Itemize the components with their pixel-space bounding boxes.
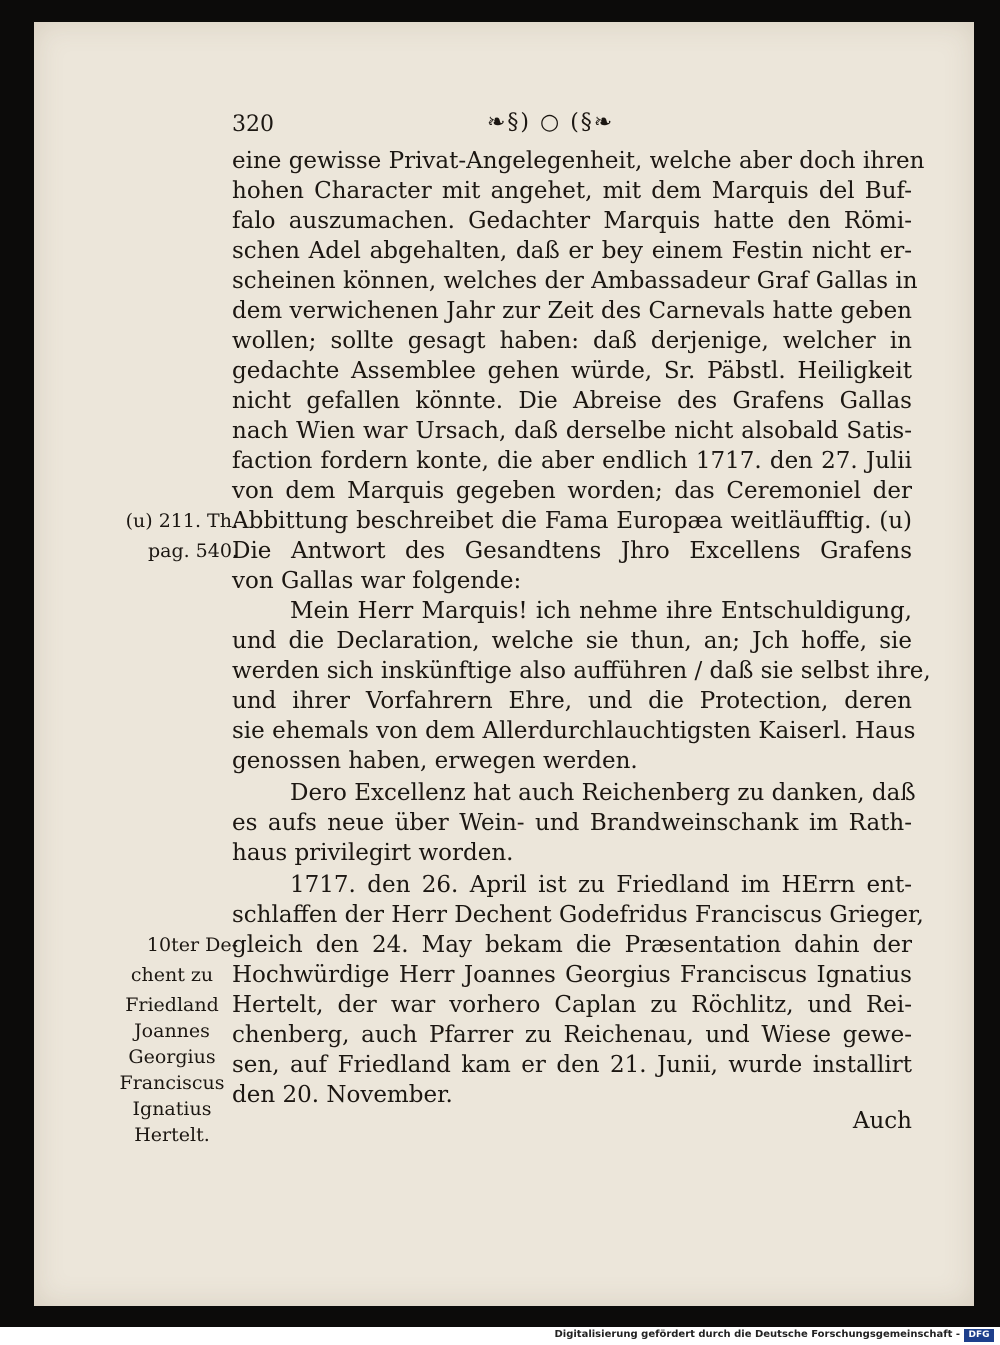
text-line: und ihrer Vorfahrern Ehre, und die Protection, deren — [232, 688, 912, 714]
page-header — [232, 110, 912, 140]
text-line: Abbittung beschreibet die Fama Europæa weitläufftig. (u) — [232, 508, 912, 534]
text-line: sen, auf Friedland kam er den 21. Junii, wurde installirt — [232, 1052, 912, 1078]
footer-bar — [0, 1327, 1000, 1345]
text-line: hohen Character mit angehet, mit dem Marquis del Buf- — [232, 178, 912, 204]
margin-note: Ignatius — [132, 1098, 212, 1120]
margin-note: Hertelt. — [134, 1124, 210, 1146]
text-line: schen Adel abgehalten, daß er bey einem Festin nicht er- — [232, 238, 912, 264]
text-line: nicht gefallen könnte. Die Abreise des Grafens Gallas — [232, 388, 912, 414]
text-line: falo auszumachen. Gedachter Marquis hatte den Römi- — [232, 208, 912, 234]
text-line: scheinen können, welches der Ambassadeur Graf Gallas in — [232, 268, 918, 294]
margin-note: Georgius — [128, 1046, 216, 1068]
text-line: faction fordern konte, die aber endlich 1717. den 27. Julii — [232, 448, 912, 474]
text-line: den 20. November. — [232, 1082, 453, 1108]
text-line: chenberg, auch Pfarrer zu Reichenau, und Wiese gewe- — [232, 1022, 912, 1048]
text-line: und die Declaration, welche sie thun, an; Jch hoffe, sie — [232, 628, 912, 654]
text-line: Hertelt, der war vorhero Caplan zu Röchlitz, und Rei- — [232, 992, 912, 1018]
text-line: haus privilegirt worden. — [232, 840, 514, 866]
text-line: eine gewisse Privat-Angelegenheit, welche aber doch ihren — [232, 148, 925, 174]
dfg-logo: DFG — [964, 1329, 994, 1342]
text-line: Dero Excellenz hat auch Reichenberg zu danken, daß — [290, 780, 916, 806]
text-line: gedachte Assemblee gehen würde, Sr. Päbstl. Heiligkeit — [232, 358, 912, 384]
text-line: es aufs neue über Wein- und Brandweinschank im Rath- — [232, 810, 912, 836]
text-line: gleich den 24. May bekam die Præsentation dahin der — [232, 932, 912, 958]
margin-footnote: pag. 540. — [147, 540, 238, 562]
book-page — [34, 22, 974, 1306]
margin-note: Friedland — [125, 994, 219, 1016]
text-line: Mein Herr Marquis! ich nehme ihre Entschuldigung, — [290, 598, 912, 624]
margin-footnote: (u) 211. Th. — [125, 510, 238, 532]
margin-note: Joannes — [134, 1020, 210, 1042]
text-line: Hochwürdige Herr Joannes Georgius Franciscus Ignatius — [232, 962, 912, 988]
funding-notice: Digitalisierung gefördert durch die Deutsche Forschungsgemeinschaft - — [554, 1329, 960, 1340]
text-line: 1717. den 26. April ist zu Friedland im HErrn ent- — [290, 872, 912, 898]
page-number: 320 — [232, 112, 274, 137]
margin-note: chent zu — [130, 964, 214, 986]
header-ornament: ❧§) ○ (§❧ — [487, 110, 615, 135]
text-line: Die Antwort des Gesandtens Jhro Excellens Grafens — [232, 538, 912, 564]
margin-note: 10ter De- — [146, 934, 238, 956]
text-line: schlaffen der Herr Dechent Godefridus Franciscus Grieger, — [232, 902, 924, 928]
text-line: sie ehemals von dem Allerdurchlauchtigsten Kaiserl. Haus — [232, 718, 916, 744]
text-line: von dem Marquis gegeben worden; das Ceremoniel der — [232, 478, 912, 504]
text-line: werden sich inskünftige also aufführen / daß sie selbst ihre, — [232, 658, 931, 684]
text-line: genossen haben, erwegen werden. — [232, 748, 638, 774]
text-line: wollen; sollte gesagt haben: daß derjenige, welcher in — [232, 328, 912, 354]
text-line: nach Wien war Ursach, daß derselbe nicht alsobald Satis- — [232, 418, 912, 444]
text-line: von Gallas war folgende: — [232, 568, 522, 594]
margin-note: Franciscus — [119, 1072, 225, 1094]
text-line: dem verwichenen Jahr zur Zeit des Carnevals hatte geben — [232, 298, 912, 324]
catchword: Auch — [852, 1108, 912, 1134]
